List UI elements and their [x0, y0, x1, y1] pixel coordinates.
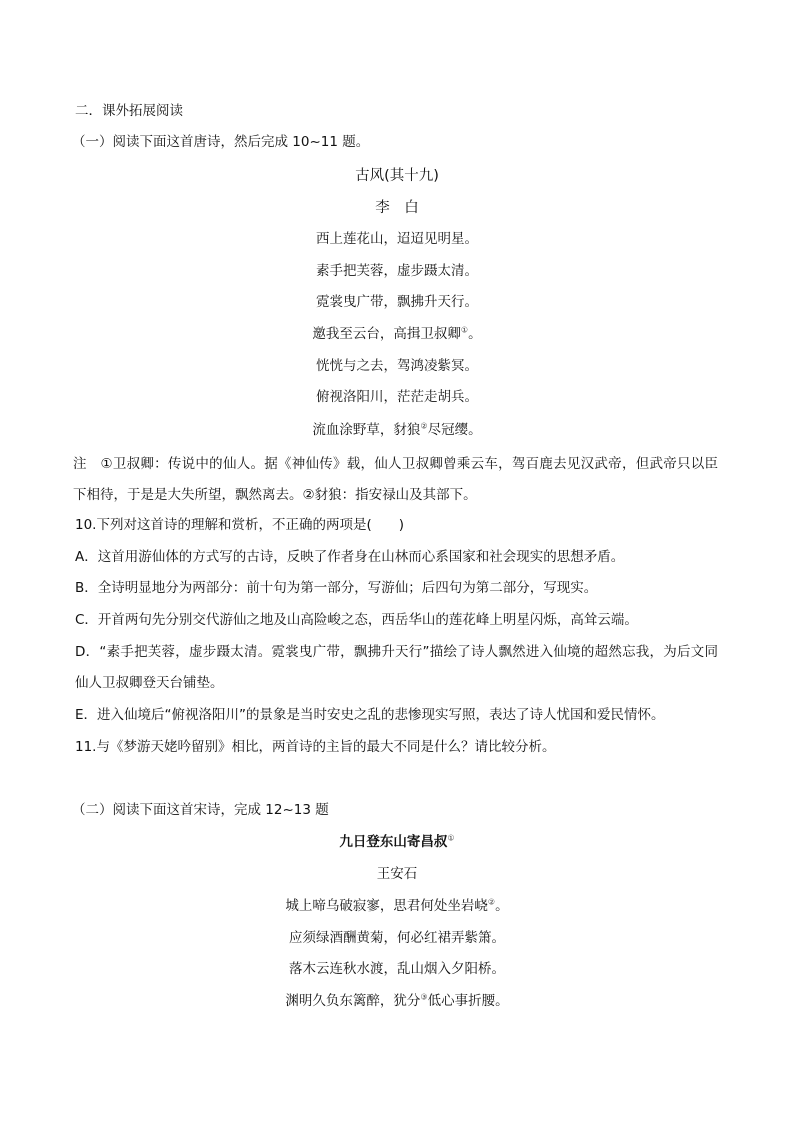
poem2-line-text: 城上啼乌破寂寥，思君何处坐岩峣: [285, 898, 488, 914]
q10-stem: 10.下列对这首诗的理解和赏析，不正确的两项是( ): [75, 517, 405, 533]
poem1-line: 素手把芙蓉，虚步蹑太清。: [316, 263, 478, 279]
poem1-title: 古风(其十九): [355, 168, 439, 184]
poem1-line: 恍恍与之去，驾鸿凌紫冥。: [316, 358, 478, 374]
poem1-author: 李 白: [375, 200, 419, 216]
poem2-line-text: 低心事折腰。: [427, 993, 509, 1009]
section-heading: 二．课外拓展阅读: [75, 103, 183, 119]
poem2-line: 落木云连秋水渡，乱山烟入夕阳桥。: [289, 961, 505, 977]
poem1-line-text: 尽冠缨。: [427, 422, 482, 438]
poem1-line: 邀我至云台，高揖卫叔卿①。: [312, 325, 482, 342]
poem2-author: 王安石: [376, 866, 418, 882]
q10-option-d: D．“素手把芙蓉，虚步蹑太清。霓裳曳广带，飘拂升天行”描绘了诗人飘然进入仙境的超然忘我，为后文同仙人卫叔卿登天台铺垫。: [75, 644, 718, 691]
footnote-marker: ③: [420, 992, 428, 1002]
poem2-line-text: 。: [495, 898, 509, 914]
poem1-line: 俯视洛阳川，茫茫走胡兵。: [316, 389, 478, 405]
q10-option-a: A．这首用游仙体的方式写的古诗，反映了作者身在山林而心系国家和社会现实的思想矛盾。: [75, 549, 625, 565]
footnote-marker: ①: [447, 833, 455, 843]
part2-instruction: （二）阅读下面这首宋诗，完成 12~13 题: [72, 802, 329, 818]
footnote-marker: ②: [487, 897, 496, 907]
poem1-line: 霓裳曳广带，飘拂升天行。: [316, 294, 478, 310]
q10-option-c: C．开首两句先分别交代游仙之地及山高险峻之态，西岳华山的莲花峰上明星闪烁，高耸云端。: [75, 612, 638, 628]
poem1-line-text: 邀我至云台，高揖卫叔卿: [312, 326, 461, 342]
poem2-title-text: 九日登东山寄昌叔: [339, 834, 448, 850]
poem2-line: [0, 896, 794, 916]
part1-instruction: （一）阅读下面这首唐诗，然后完成 10~11 题。: [72, 134, 370, 150]
poem2-line: 应须绿酒酬黄菊，何必红裙弄紫箫。: [289, 930, 505, 946]
poem1-line-text: 流血涂野草，豺狼: [312, 422, 421, 438]
q10-option-e: E．进入仙境后“俯视洛阳川”的景象是当时安史之乱的悲惨现实写照，表达了诗人忧国和爱民情怀。: [75, 707, 665, 723]
poem2-line: [0, 991, 794, 1011]
poem2-line-text: 渊明久负东篱醉，犹分: [285, 993, 421, 1009]
footnote-marker: ②: [420, 421, 428, 431]
footnote-marker: ①: [460, 325, 469, 335]
poem1-line: [0, 420, 794, 440]
q11-stem: 11.与《梦游天姥吟留别》相比，两首诗的主旨的最大不同是什么？请比较分析。: [75, 739, 556, 755]
poem2-title: [0, 832, 794, 852]
poem1-note: 注 ①卫叔卿：传说中的仙人。据《神仙传》载，仙人卫叔卿曾乘云车，驾百鹿去见汉武帝，但武帝只以臣下相待，于是是大失所望，飘然离去。②豺狼：指安禄山及其部下。: [73, 456, 718, 503]
poem1-line: 西上莲花山，迢迢见明星。: [316, 231, 478, 247]
q10-option-b: B．全诗明显地分为两部分：前十句为第一部分，写游仙；后四句为第二部分，写现实。: [75, 580, 598, 596]
